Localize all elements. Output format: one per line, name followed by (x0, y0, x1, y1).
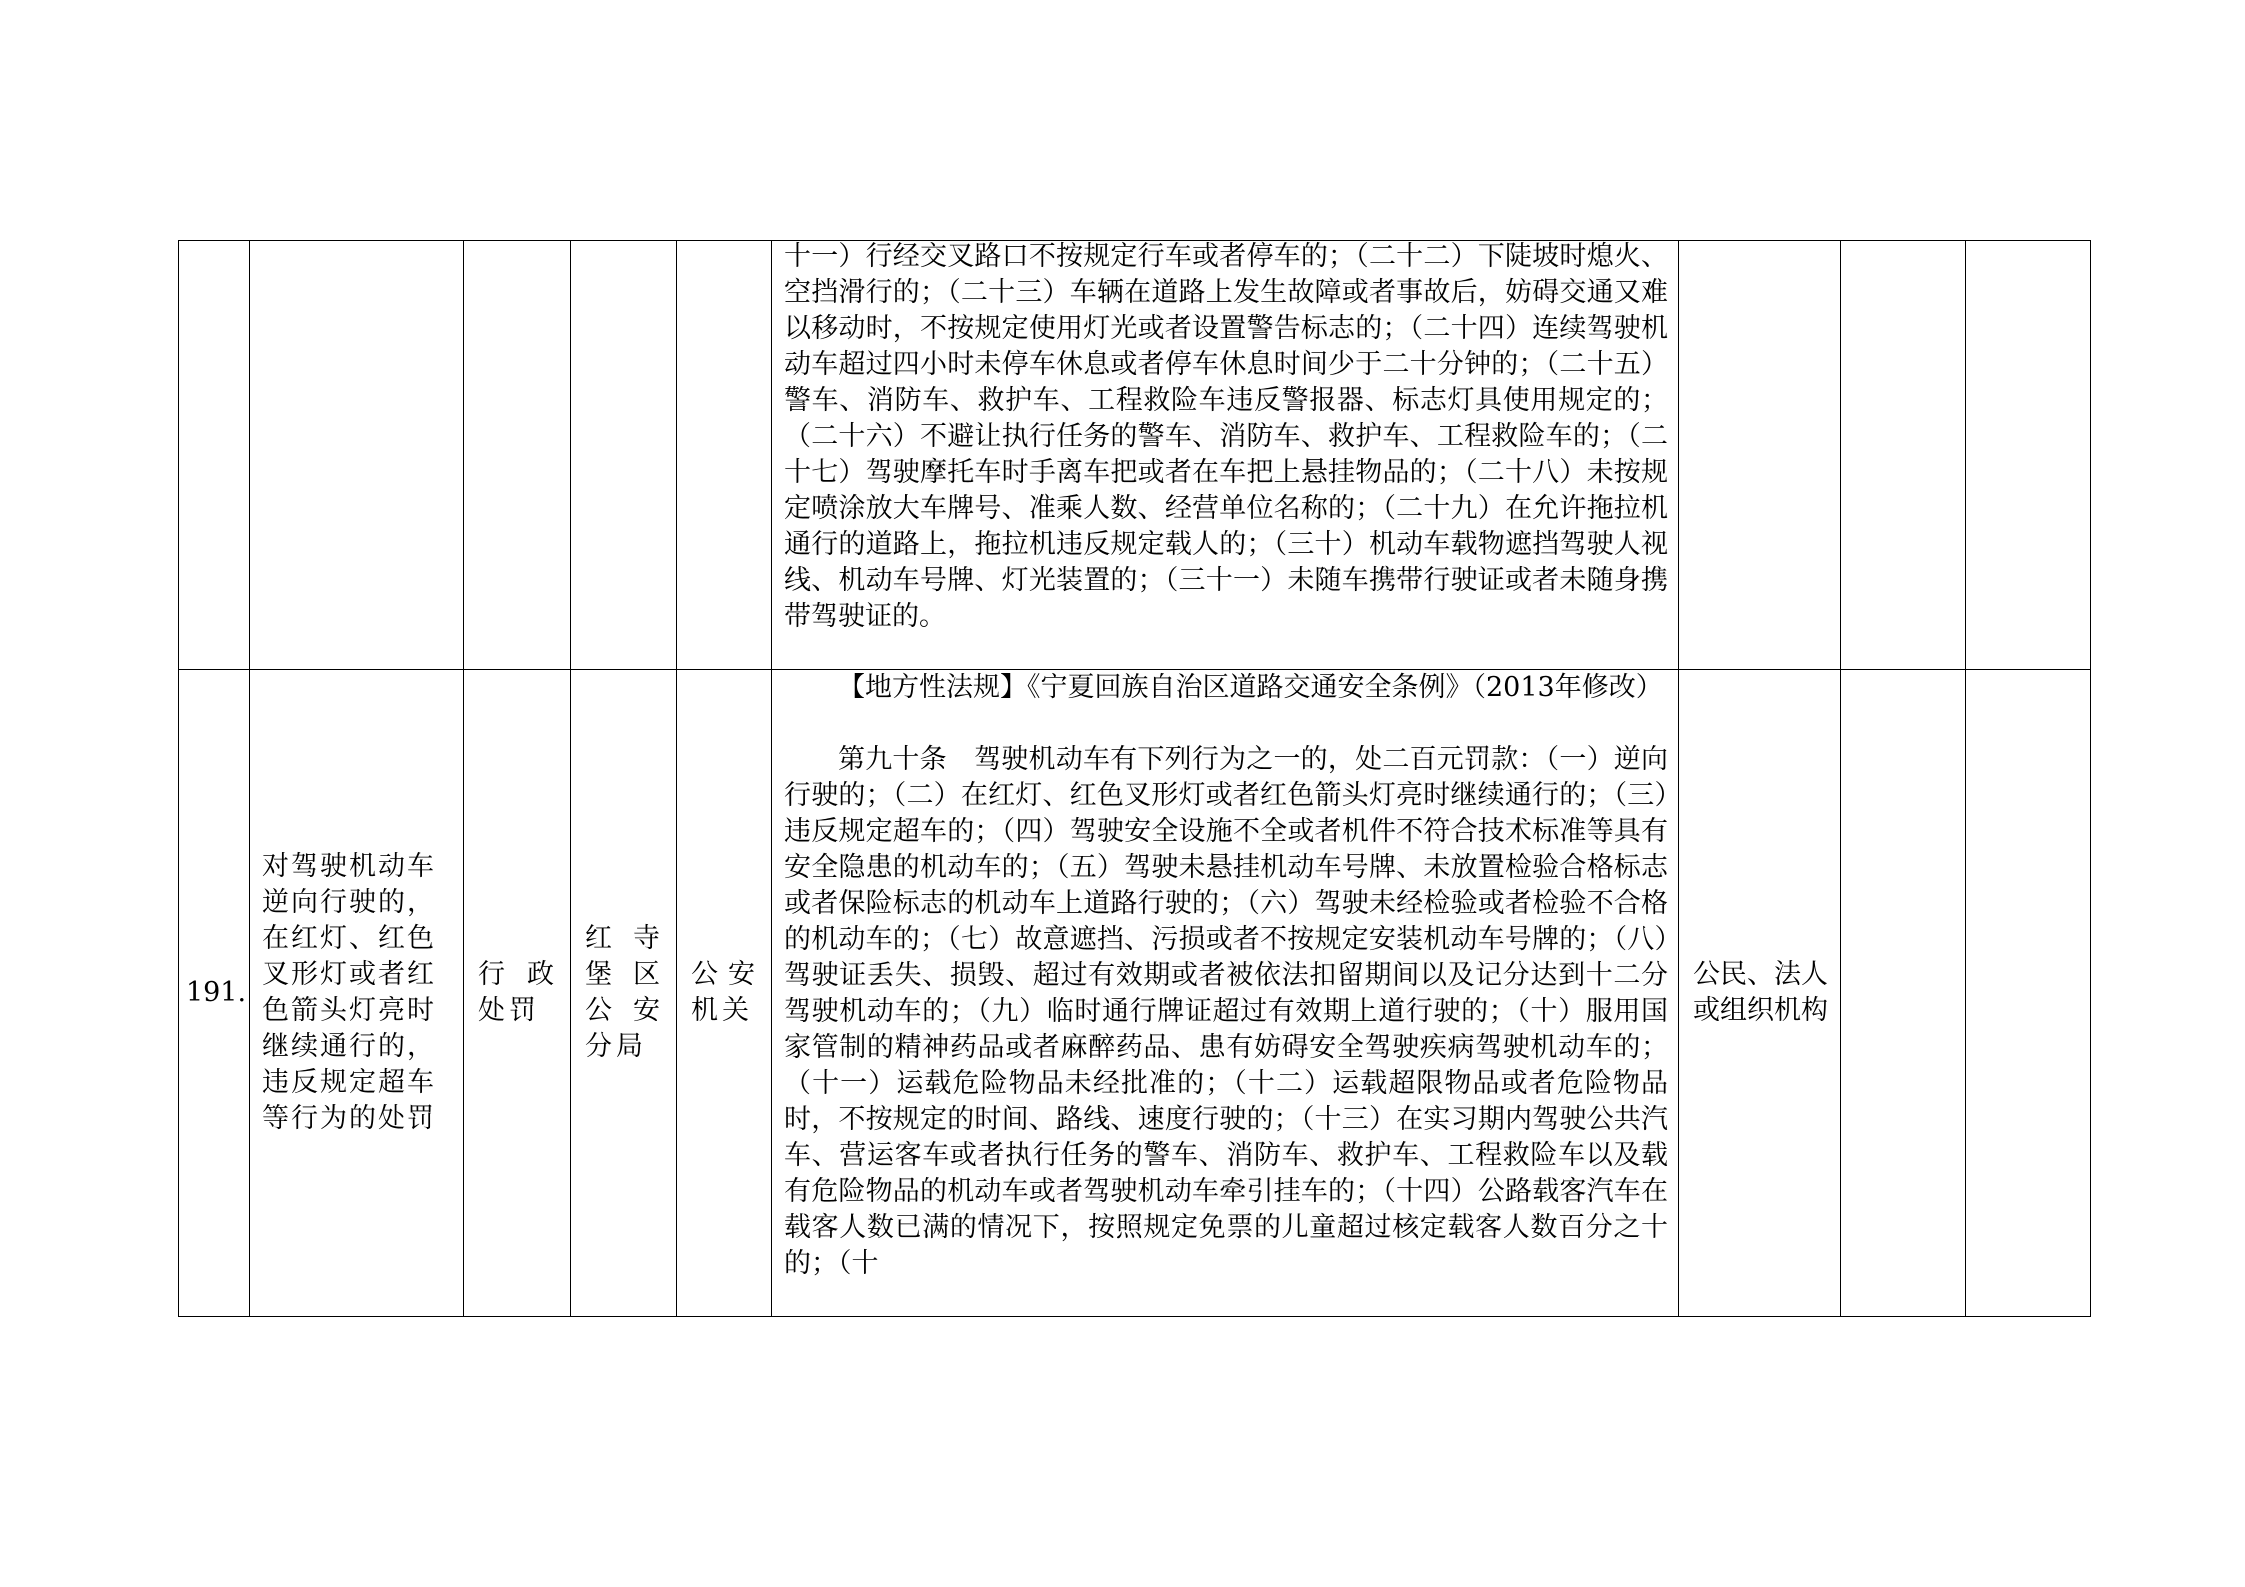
legal-basis-cell (772, 241, 1679, 670)
subject-text: 公民、法人或组织机构 (1693, 959, 1828, 1026)
category-cell (464, 241, 571, 670)
document-table (178, 240, 2091, 1317)
agency-text: 公安机关 (691, 959, 759, 1026)
item-name-cell (250, 670, 464, 1317)
extra-cell (1841, 241, 1966, 670)
legal-basis-heading: 【地方性法规】《宁夏回族自治区道路交通安全条例》（2013年修改） (838, 672, 1663, 703)
legal-basis-cell (772, 670, 1679, 1317)
extra-cell (1841, 670, 1966, 1317)
department-text: 红寺堡区公安分局 (585, 923, 664, 1062)
table-row (179, 241, 2091, 670)
row-number-cell (179, 670, 250, 1317)
category-text: 行政处罚 (478, 959, 558, 1026)
subject-cell (1679, 241, 1841, 670)
item-name: 对驾驶机动车逆向行驶的，在红灯、红色叉形灯或者红色箭头灯亮时继续通行的，违反规定超车等行为的处罚 (262, 851, 436, 1134)
department-cell (571, 241, 677, 670)
table-row (179, 670, 2091, 1317)
agency-cell (677, 241, 772, 670)
category-cell (464, 670, 571, 1317)
legal-basis-text: 十一）行经交叉路口不按规定行车或者停车的；（二十二）下陡坡时熄火、空挡滑行的；（二十三）车辆在道路上发生故障或者事故后，妨碍交通又难以移动时，不按规定使用灯光或者设置警告标志的；（二十四）连续驾驶机动车超过四小时未停车休息或者停车休息时间少于二十分钟的；（二十五）警车、消防车、救护车、工程救险车违反警报器、标志灯具使用规定的；（二十六）不避让执行任务的警车、消防车、救护车、工程救险车的；（二十七）驾驶摩托车时手离车把或者在车把上悬挂物品的；（二十八）未按规定喷涂放大车牌号、准乘人数、经营单位名称的；（二十九）在允许拖拉机通行的道路上，拖拉机违反规定载人的；（三十）机动车载物遮挡驾驶人视线、机动车号牌、灯光装置的；（三十一）未随车携带行驶证或者未随身携带驾驶证的。 (784, 241, 1668, 632)
agency-cell (677, 670, 772, 1317)
item-name-cell (250, 241, 464, 670)
extra-cell (1966, 241, 2091, 670)
subject-cell (1679, 670, 1841, 1317)
extra-cell (1966, 670, 2091, 1317)
row-number-cell (179, 241, 250, 670)
legal-basis-text: 第九十条 驾驶机动车有下列行为之一的，处二百元罚款：（一）逆向行驶的；（二）在红灯、红色叉形灯或者红色箭头灯亮时继续通行的；（三）违反规定超车的；（四）驾驶安全设施不全或者机件不符合技术标准等具有安全隐患的机动车的；（五）驾驶未悬挂机动车号牌、未放置检验合格标志或者保险标志的机动车上道路行驶的；（六）驾驶未经检验或者检验不合格的机动车的；（七）故意遮挡、污损或者不按规定安装机动车号牌的；（八）驾驶证丢失、损毁、超过有效期或者被依法扣留期间以及记分达到十二分驾驶机动车的；（九）临时通行牌证超过有效期上道行驶的；（十）服用国家管制的精神药品或者麻醉药品、患有妨碍安全驾驶疾病驾驶机动车的；（十一）运载危险物品未经批准的；（十二）运载超限物品或者危险物品时，不按规定的时间、路线、速度行驶的；（十三）在实习期内驾驶公共汽车、营运客车或者执行任务的警车、消防车、救护车、工程救险车以及载有危险物品的机动车或者驾驶机动车牵引挂车的；（十四）公路载客汽车在载客人数已满的情况下，按照规定免票的儿童超过核定载客人数百分之十的；（十 (784, 744, 1668, 1279)
row-number: 191. (185, 977, 247, 1008)
department-cell (571, 670, 677, 1317)
